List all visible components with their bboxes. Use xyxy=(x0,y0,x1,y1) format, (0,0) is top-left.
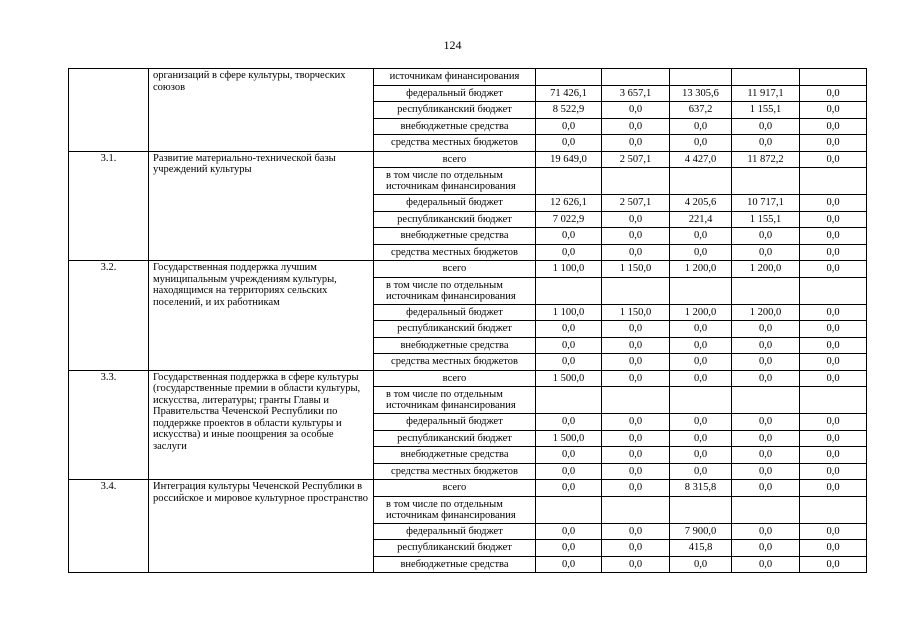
funding-source: федеральный бюджет xyxy=(374,304,536,321)
amount-cell xyxy=(800,277,867,304)
page-number: 124 xyxy=(443,38,462,52)
amount-cell: 1 155,1 xyxy=(732,211,800,228)
amount-cell: 0,0 xyxy=(800,102,867,119)
table-row xyxy=(69,151,867,168)
amount-cell: 0,0 xyxy=(732,118,800,135)
amount-cell: 0,0 xyxy=(670,321,732,338)
amount-cell: 0,0 xyxy=(602,228,670,245)
amount-cell: 0,0 xyxy=(800,151,867,168)
amount-cell xyxy=(732,387,800,414)
amount-cell: 0,0 xyxy=(602,211,670,228)
item-number: 3.3. xyxy=(69,370,149,480)
amount-cell: 13 305,6 xyxy=(670,85,732,102)
amount-cell xyxy=(536,387,602,414)
amount-cell: 0,0 xyxy=(800,523,867,540)
amount-cell: 1 500,0 xyxy=(536,430,602,447)
amount-cell: 0,0 xyxy=(732,370,800,387)
funding-source: федеральный бюджет xyxy=(374,85,536,102)
item-name: Интеграция культуры Чеченской Республики в российское и мировое культурное пространство xyxy=(149,480,374,573)
amount-cell: 0,0 xyxy=(800,447,867,464)
amount-cell: 8 522,9 xyxy=(536,102,602,119)
amount-cell: 0,0 xyxy=(800,261,867,278)
amount-cell: 0,0 xyxy=(800,337,867,354)
amount-cell: 0,0 xyxy=(670,370,732,387)
amount-cell: 1 150,0 xyxy=(602,261,670,278)
amount-cell: 0,0 xyxy=(732,354,800,371)
amount-cell: 4 427,0 xyxy=(670,151,732,168)
amount-cell: 0,0 xyxy=(732,321,800,338)
amount-cell: 0,0 xyxy=(800,556,867,573)
funding-source: федеральный бюджет xyxy=(374,414,536,431)
amount-cell: 10 717,1 xyxy=(732,195,800,212)
amount-cell: 2 507,1 xyxy=(602,195,670,212)
amount-cell: 0,0 xyxy=(800,118,867,135)
amount-cell: 1 100,0 xyxy=(536,304,602,321)
amount-cell xyxy=(536,277,602,304)
amount-cell: 0,0 xyxy=(602,370,670,387)
amount-cell xyxy=(536,69,602,86)
amount-cell: 0,0 xyxy=(536,463,602,480)
amount-cell: 0,0 xyxy=(670,244,732,261)
amount-cell: 0,0 xyxy=(732,430,800,447)
amount-cell: 0,0 xyxy=(602,354,670,371)
table-row xyxy=(69,480,867,497)
amount-cell xyxy=(732,277,800,304)
funding-source: республиканский бюджет xyxy=(374,430,536,447)
amount-cell: 11 917,1 xyxy=(732,85,800,102)
item-name: Развитие материально-технической базы учреждений культуры xyxy=(149,151,374,261)
amount-cell: 0,0 xyxy=(602,321,670,338)
funding-source: в том числе по отдельным источникам финансирования xyxy=(374,387,536,414)
amount-cell: 7 900,0 xyxy=(670,523,732,540)
amount-cell: 4 205,6 xyxy=(670,195,732,212)
amount-cell xyxy=(536,168,602,195)
amount-cell: 0,0 xyxy=(732,447,800,464)
funding-source: республиканский бюджет xyxy=(374,321,536,338)
amount-cell: 0,0 xyxy=(732,337,800,354)
item-number: 3.4. xyxy=(69,480,149,573)
amount-cell: 0,0 xyxy=(602,135,670,152)
amount-cell: 0,0 xyxy=(536,523,602,540)
item-number xyxy=(69,69,149,152)
amount-cell: 0,0 xyxy=(536,337,602,354)
item-name: Государственная поддержка лучшим муниципальным учреждениям культуры, находящимся на территориях сельских поселений, и их работникам xyxy=(149,261,374,371)
amount-cell: 0,0 xyxy=(800,370,867,387)
amount-cell xyxy=(602,168,670,195)
amount-cell xyxy=(670,496,732,523)
amount-cell: 0,0 xyxy=(536,244,602,261)
amount-cell: 0,0 xyxy=(800,244,867,261)
amount-cell: 1 500,0 xyxy=(536,370,602,387)
amount-cell xyxy=(670,168,732,195)
amount-cell: 0,0 xyxy=(602,102,670,119)
funding-source: внебюджетные средства xyxy=(374,118,536,135)
amount-cell: 0,0 xyxy=(602,414,670,431)
amount-cell: 0,0 xyxy=(536,354,602,371)
amount-cell: 0,0 xyxy=(536,447,602,464)
item-number: 3.2. xyxy=(69,261,149,371)
amount-cell: 0,0 xyxy=(670,447,732,464)
amount-cell: 0,0 xyxy=(670,228,732,245)
amount-cell: 1 155,1 xyxy=(732,102,800,119)
funding-source: всего xyxy=(374,370,536,387)
amount-cell: 0,0 xyxy=(800,85,867,102)
amount-cell: 0,0 xyxy=(732,244,800,261)
amount-cell: 1 150,0 xyxy=(602,304,670,321)
amount-cell: 0,0 xyxy=(536,118,602,135)
amount-cell: 0,0 xyxy=(800,480,867,497)
amount-cell: 0,0 xyxy=(800,211,867,228)
amount-cell: 0,0 xyxy=(602,118,670,135)
amount-cell: 0,0 xyxy=(732,540,800,557)
amount-cell: 0,0 xyxy=(732,523,800,540)
amount-cell xyxy=(670,277,732,304)
amount-cell: 0,0 xyxy=(800,321,867,338)
amount-cell: 0,0 xyxy=(800,540,867,557)
funding-source: источникам финансирования xyxy=(374,69,536,86)
table-row xyxy=(69,370,867,387)
amount-cell xyxy=(732,69,800,86)
amount-cell: 0,0 xyxy=(800,195,867,212)
amount-cell: 8 315,8 xyxy=(670,480,732,497)
amount-cell xyxy=(732,496,800,523)
amount-cell: 1 200,0 xyxy=(670,261,732,278)
amount-cell: 0,0 xyxy=(800,135,867,152)
funding-source: внебюджетные средства xyxy=(374,228,536,245)
item-name: организаций в сфере культуры, творческих союзов xyxy=(149,69,374,152)
amount-cell: 0,0 xyxy=(536,228,602,245)
funding-source: средства местных бюджетов xyxy=(374,463,536,480)
funding-source: всего xyxy=(374,480,536,497)
amount-cell: 1 200,0 xyxy=(732,304,800,321)
amount-cell xyxy=(800,69,867,86)
amount-cell: 1 200,0 xyxy=(670,304,732,321)
amount-cell xyxy=(602,387,670,414)
amount-cell: 637,2 xyxy=(670,102,732,119)
funding-source: средства местных бюджетов xyxy=(374,244,536,261)
amount-cell: 0,0 xyxy=(800,304,867,321)
amount-cell: 0,0 xyxy=(800,354,867,371)
funding-source: внебюджетные средства xyxy=(374,556,536,573)
amount-cell xyxy=(602,277,670,304)
amount-cell xyxy=(800,168,867,195)
amount-cell: 0,0 xyxy=(670,556,732,573)
table-body xyxy=(69,69,867,573)
funding-source: республиканский бюджет xyxy=(374,211,536,228)
amount-cell xyxy=(670,69,732,86)
amount-cell: 0,0 xyxy=(732,463,800,480)
funding-source: всего xyxy=(374,151,536,168)
amount-cell: 0,0 xyxy=(732,135,800,152)
amount-cell: 0,0 xyxy=(602,463,670,480)
amount-cell: 2 507,1 xyxy=(602,151,670,168)
amount-cell: 71 426,1 xyxy=(536,85,602,102)
table-row xyxy=(69,261,867,278)
amount-cell: 221,4 xyxy=(670,211,732,228)
amount-cell: 1 100,0 xyxy=(536,261,602,278)
funding-source: средства местных бюджетов xyxy=(374,135,536,152)
amount-cell: 0,0 xyxy=(602,244,670,261)
amount-cell: 11 872,2 xyxy=(732,151,800,168)
amount-cell: 0,0 xyxy=(602,430,670,447)
funding-source: федеральный бюджет xyxy=(374,195,536,212)
amount-cell: 12 626,1 xyxy=(536,195,602,212)
amount-cell: 0,0 xyxy=(602,523,670,540)
amount-cell: 0,0 xyxy=(536,321,602,338)
amount-cell: 0,0 xyxy=(670,354,732,371)
amount-cell: 1 200,0 xyxy=(732,261,800,278)
amount-cell xyxy=(670,387,732,414)
funding-source: в том числе по отдельным источникам финансирования xyxy=(374,277,536,304)
amount-cell: 0,0 xyxy=(670,337,732,354)
item-name: Государственная поддержка в сфере культуры (государственные премии в области культуры, искусства, литературы; гранты Главы и Правительства Чеченской Республики по поддержке проектов в области культуры и искусства) и иные поощрения за особые заслуги xyxy=(149,370,374,480)
amount-cell xyxy=(536,496,602,523)
amount-cell: 0,0 xyxy=(670,135,732,152)
amount-cell: 0,0 xyxy=(536,540,602,557)
amount-cell: 0,0 xyxy=(800,430,867,447)
amount-cell: 0,0 xyxy=(732,480,800,497)
funding-source: федеральный бюджет xyxy=(374,523,536,540)
amount-cell: 0,0 xyxy=(536,480,602,497)
funding-source: республиканский бюджет xyxy=(374,540,536,557)
table-row xyxy=(69,69,867,86)
funding-source: внебюджетные средства xyxy=(374,447,536,464)
amount-cell: 0,0 xyxy=(670,414,732,431)
amount-cell: 0,0 xyxy=(670,430,732,447)
amount-cell: 415,8 xyxy=(670,540,732,557)
funding-source: всего xyxy=(374,261,536,278)
amount-cell: 0,0 xyxy=(536,414,602,431)
amount-cell: 0,0 xyxy=(602,337,670,354)
funding-source: средства местных бюджетов xyxy=(374,354,536,371)
amount-cell xyxy=(800,496,867,523)
amount-cell: 0,0 xyxy=(536,135,602,152)
amount-cell xyxy=(732,168,800,195)
budget-table xyxy=(68,68,867,573)
funding-source: в том числе по отдельным источникам финансирования xyxy=(374,496,536,523)
amount-cell: 0,0 xyxy=(602,480,670,497)
funding-source: республиканский бюджет xyxy=(374,102,536,119)
funding-source: в том числе по отдельным источникам финансирования xyxy=(374,168,536,195)
amount-cell: 0,0 xyxy=(602,447,670,464)
amount-cell: 0,0 xyxy=(670,118,732,135)
amount-cell xyxy=(602,496,670,523)
amount-cell: 0,0 xyxy=(800,228,867,245)
amount-cell: 0,0 xyxy=(732,556,800,573)
amount-cell xyxy=(602,69,670,86)
amount-cell: 0,0 xyxy=(732,228,800,245)
amount-cell: 0,0 xyxy=(800,463,867,480)
amount-cell xyxy=(800,387,867,414)
amount-cell: 0,0 xyxy=(536,556,602,573)
amount-cell: 0,0 xyxy=(800,414,867,431)
amount-cell: 3 657,1 xyxy=(602,85,670,102)
amount-cell: 0,0 xyxy=(602,556,670,573)
item-number: 3.1. xyxy=(69,151,149,261)
amount-cell: 0,0 xyxy=(732,414,800,431)
amount-cell: 0,0 xyxy=(670,463,732,480)
amount-cell: 19 649,0 xyxy=(536,151,602,168)
funding-source: внебюджетные средства xyxy=(374,337,536,354)
amount-cell: 7 022,9 xyxy=(536,211,602,228)
amount-cell: 0,0 xyxy=(602,540,670,557)
